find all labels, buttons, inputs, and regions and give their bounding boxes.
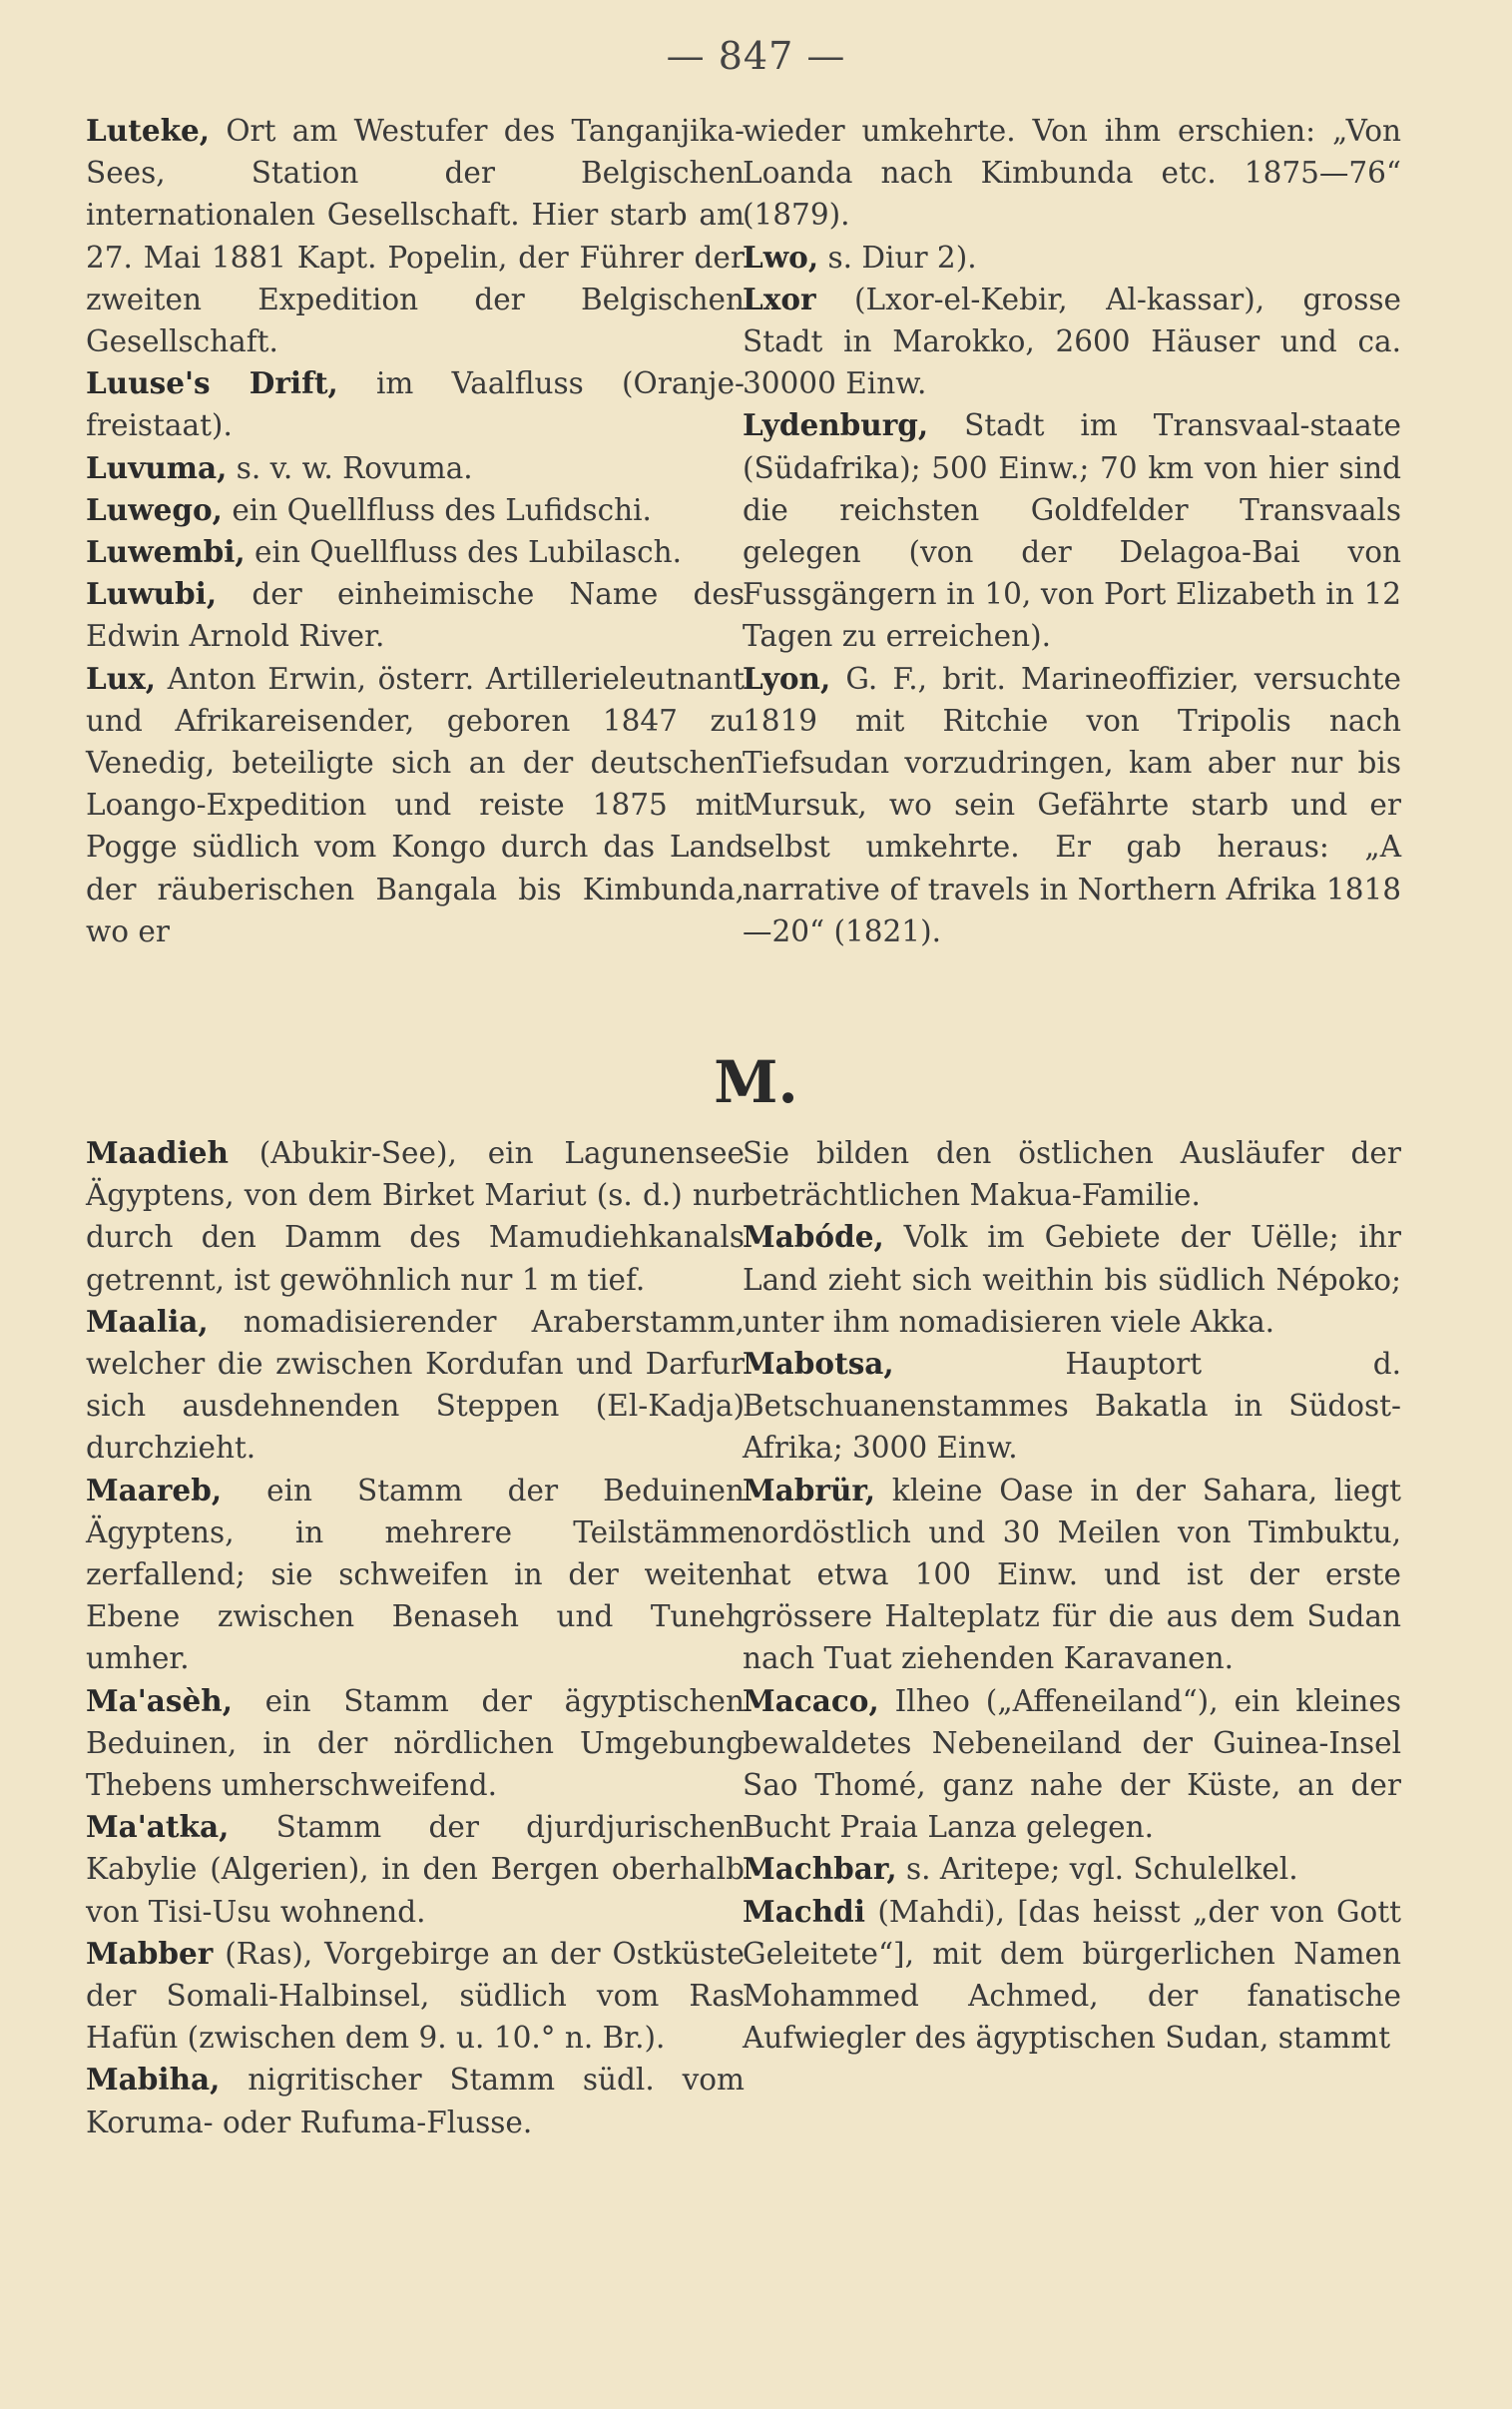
entry-headword: Luwubi, (86, 576, 218, 612)
entry (86, 1301, 745, 1470)
entry-text: (Ras), Vorgebirge an der Ostküste der Somali-Halbinsel, südlich vom Ras Hafün (zwischen dem 9. u. 10.° n. Br.). (86, 1936, 745, 2056)
entry-headword: Lyon, (743, 660, 831, 696)
entry (743, 1343, 1401, 1470)
entry-text: (Abukir-See), ein Lagunensee Ägyptens, von dem Birket Mariut (s. d.) nur durch den Damm des Mamudiehkanals getrennt, ist gewöhnlich nur 1 m tief. (86, 1136, 745, 1297)
entry (86, 1132, 745, 1301)
page-number: — 847 — (666, 34, 846, 78)
entry-text: (Lxor-el-Kebir, Al-kassar), grosse Stadt in Marokko, 2600 Häuser und ca. 30000 Einw. (743, 282, 1401, 401)
entry-text: Sie bilden den östlichen Ausläufer der beträchtlichen Makua-Familie. (743, 1136, 1401, 1213)
entry-text: ein Quellfluss des Lufidschi. (222, 492, 652, 527)
entry (86, 1806, 745, 1933)
entry (86, 1680, 745, 1807)
entry-text: Anton Erwin, österr. Artillerieleutnant und Afrikareisender, geboren 1847 zu Venedig, beteiligte sich an der deutschen Loango-Expedition und reiste 1875 mit Pogge südlich vom Kongo durch das Land der räuberischen Bangala bis Kimbunda, wo er (86, 661, 745, 948)
column-bottom-left (86, 1132, 745, 2143)
entry-text: ein Quellfluss des Lubilasch. (245, 535, 682, 570)
entry-headword: Lydenburg, (743, 407, 929, 443)
entry-text: Ort am Westufer des Tanganjika-Sees, Station der Belgischen internationalen Gesellschaft. Hier starb am 27. Mai 1881 Kapt. Popelin, der Führer der zweiten Expedition der Belgischen Gesellschaft. (86, 114, 745, 359)
entry-headword: Luwego, (86, 491, 223, 527)
entry-headword: Maadieh (86, 1135, 229, 1170)
entry-headword: Ma'atka, (86, 1809, 230, 1845)
entry-text: Stamm der djurdjurischen Kabylie (Algerien), in den Bergen oberhalb von Tisi-Usu wohnend. (86, 1810, 745, 1929)
entry-headword: Machbar, (743, 1851, 897, 1887)
entry-headword: Lux, (86, 660, 157, 696)
entry (86, 531, 745, 573)
entry (86, 110, 745, 362)
column-bottom-right (743, 1132, 1401, 2059)
entry-text: Hauptort d. Betschuanenstammes Bakatla in Südost-Afrika; 3000 Einw. (743, 1347, 1401, 1466)
entry-text: G. F., brit. Marineoffizier, versuchte 1819 mit Ritchie von Tripolis nach Tiefsudan vorzudringen, kam aber nur bis Mursuk, wo sein Gefährte starb und er selbst umkehrte. Er gab heraus: „A narrative of travels in Northern Afrika 1818—20“ (1821). (743, 661, 1401, 948)
entry (86, 573, 745, 657)
entry-text: (Mahdi), [das heisst „der von Gott Geleitete“], mit dem bürgerlichen Namen Mohammed Achmed, der fanatische Aufwiegler des ägyptischen Sudan, stammt (743, 1894, 1401, 2056)
entry-headword: Maareb, (86, 1472, 223, 1507)
entry (743, 1891, 1401, 2060)
entry-headword: Mabiha, (86, 2062, 221, 2098)
entry-text: ein Stamm der Beduinen Ägyptens, in mehrere Teilstämme zerfallend; sie schweifen in der weiten Ebene zwischen Benaseh und Tuneh umher. (86, 1473, 745, 1676)
entry-headword: Luwembi, (86, 534, 246, 570)
section-heading: M. (714, 1048, 798, 1116)
entry-text: ein Stamm der ägyptischen Beduinen, in der nördlichen Umgebung Thebens umherschweifend. (86, 1683, 745, 1803)
entry-headword: Maalia, (86, 1303, 209, 1339)
entry-headword: Mabotsa, (743, 1346, 894, 1382)
entry-text: s. Aritepe; vgl. Schulelkel. (896, 1852, 1298, 1887)
entry-headword: Mabber (86, 1935, 214, 1971)
column-top-left (86, 110, 745, 952)
entry (86, 2059, 745, 2142)
entry-text: im Vaalfluss (Oranje-freistaat). (86, 366, 745, 443)
entry-text: der einheimische Name des Edwin Arnold River. (86, 577, 745, 654)
entry-text: nigritischer Stamm südl. vom Koruma- oder Rufuma-Flusse. (86, 2063, 745, 2139)
entry-headword: Lwo, (743, 239, 819, 275)
entry-headword: Macaco, (743, 1682, 879, 1718)
entry (743, 1470, 1401, 1680)
entry (743, 658, 1401, 952)
entry-text: kleine Oase in der Sahara, liegt nordöstlich und 30 Meilen von Timbuktu, hat etwa 100 Einw. und ist der erste grössere Halteplatz für die aus dem Sudan nach Tuat ziehenden Karavanen. (743, 1473, 1401, 1676)
entry (86, 1933, 745, 2060)
entry (86, 1470, 745, 1680)
entry-headword: Luuse's Drift, (86, 365, 338, 401)
entry (743, 1216, 1401, 1343)
entry-headword: Mabrür, (743, 1472, 876, 1507)
entry (743, 237, 1401, 279)
entry (743, 1848, 1401, 1890)
entry (743, 1680, 1401, 1849)
entry-continuation (743, 110, 1401, 237)
entry-text: wieder umkehrte. Von ihm erschien: „Von Loanda nach Kimbunda etc. 1875—76“ (1879). (743, 114, 1401, 233)
entry-text: nomadisierender Araberstamm, welcher die zwischen Kordufan und Darfur sich ausdehnenden Steppen (El-Kadja) durchzieht. (86, 1304, 745, 1466)
entry-text: Stadt im Transvaal-staate (Südafrika); 500 Einw.; 70 km von hier sind die reichsten Goldfelder Transvaals gelegen (von der Delagoa-Bai von Fussgängern in 10, von Port Elizabeth in 12 Tagen zu erreichen). (743, 408, 1401, 654)
entry (743, 279, 1401, 405)
entry-headword: Machdi (743, 1893, 866, 1929)
entry-text: Ilheo („Affeneiland“), ein kleines bewaldetes Nebeneiland der Guinea-Insel Sao Thomé, ganz nahe der Küste, an der Bucht Praia Lanza gelegen. (743, 1683, 1401, 1845)
entry-headword: Mabóde, (743, 1219, 884, 1255)
entry-continuation (743, 1132, 1401, 1216)
entry-text: s. Diur 2). (818, 240, 977, 275)
entry-text: s. v. w. Rovuma. (227, 450, 473, 485)
column-top-right (743, 110, 1401, 952)
entry (86, 658, 745, 952)
entry-headword: Luteke, (86, 113, 211, 148)
entry-text: Volk im Gebiete der Uëlle; ihr Land zieht sich weithin bis südlich Népoko; unter ihm nomadisieren viele Akka. (743, 1220, 1401, 1339)
entry (86, 362, 745, 446)
entry-headword: Lxor (743, 281, 816, 316)
entry (86, 447, 745, 489)
entry-headword: Luvuma, (86, 449, 228, 485)
entry (743, 404, 1401, 657)
entry (86, 489, 745, 531)
entry-headword: Ma'asèh, (86, 1682, 234, 1718)
